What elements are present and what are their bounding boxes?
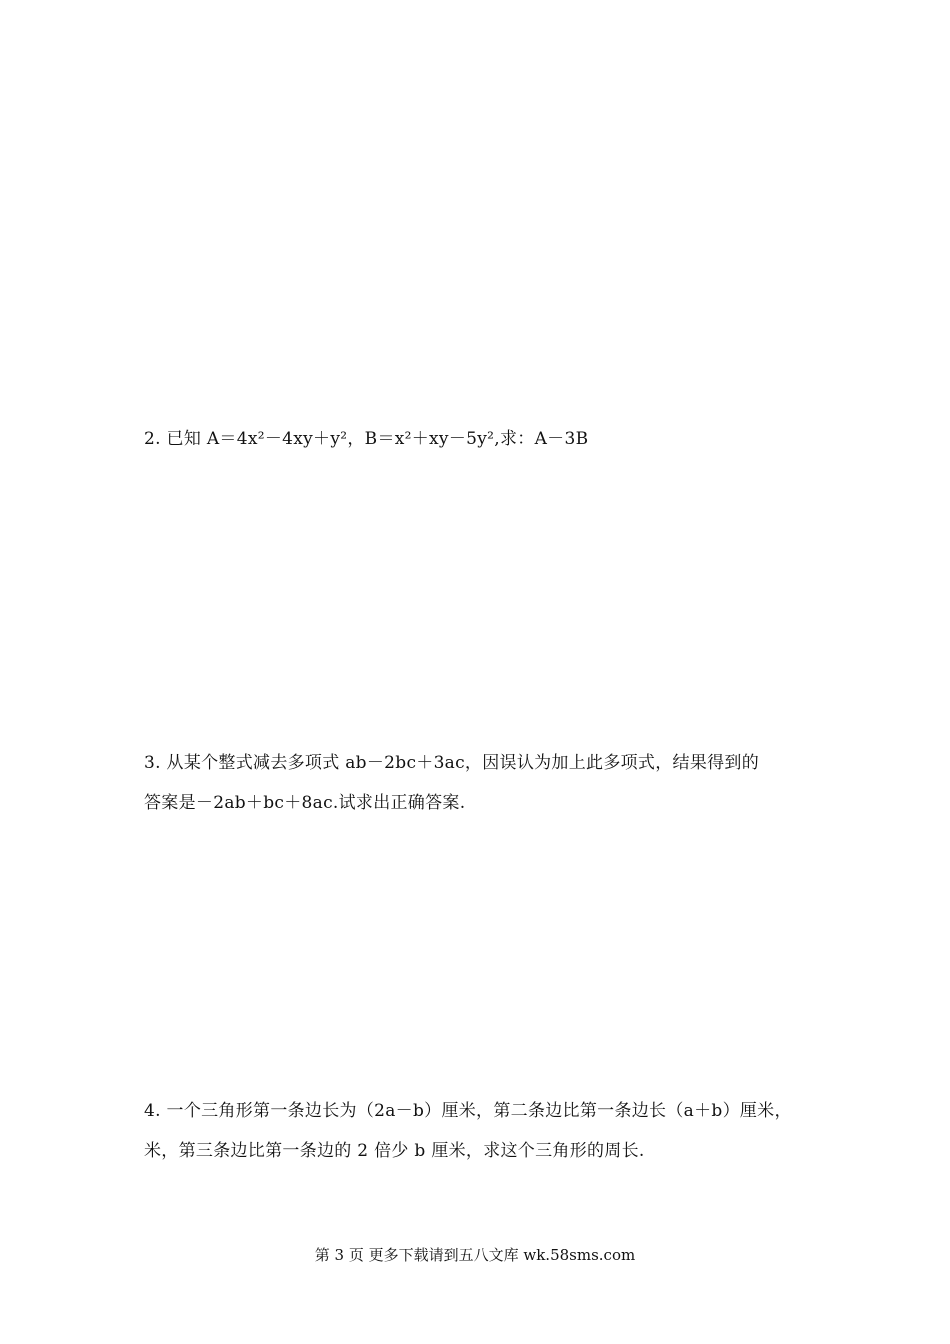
question-3-text-line-2: 答案是－2ab＋bc＋8ac.试求出正确答案.: [144, 793, 466, 813]
question-2-text: 2. 已知 A＝4x²－4xy＋y²，B＝x²＋xy－5y²,求：A－3B: [144, 429, 589, 449]
page-footer: 第 3 页 更多下载请到五八文库 wk.58sms.com: [314, 1246, 636, 1264]
question-3-text-line-1: 3. 从某个整式减去多项式 ab－2bc＋3ac，因误认为加上此多项式，结果得到的: [144, 753, 760, 773]
question-4-text-line-2: 米，第三条边比第一条边的 2 倍少 b 厘米，求这个三角形的周长.: [144, 1141, 645, 1161]
question-4-text-line-1: 4. 一个三角形第一条边长为（2a－b）厘米，第二条边比第一条边长（a＋b）厘米，: [144, 1101, 792, 1121]
